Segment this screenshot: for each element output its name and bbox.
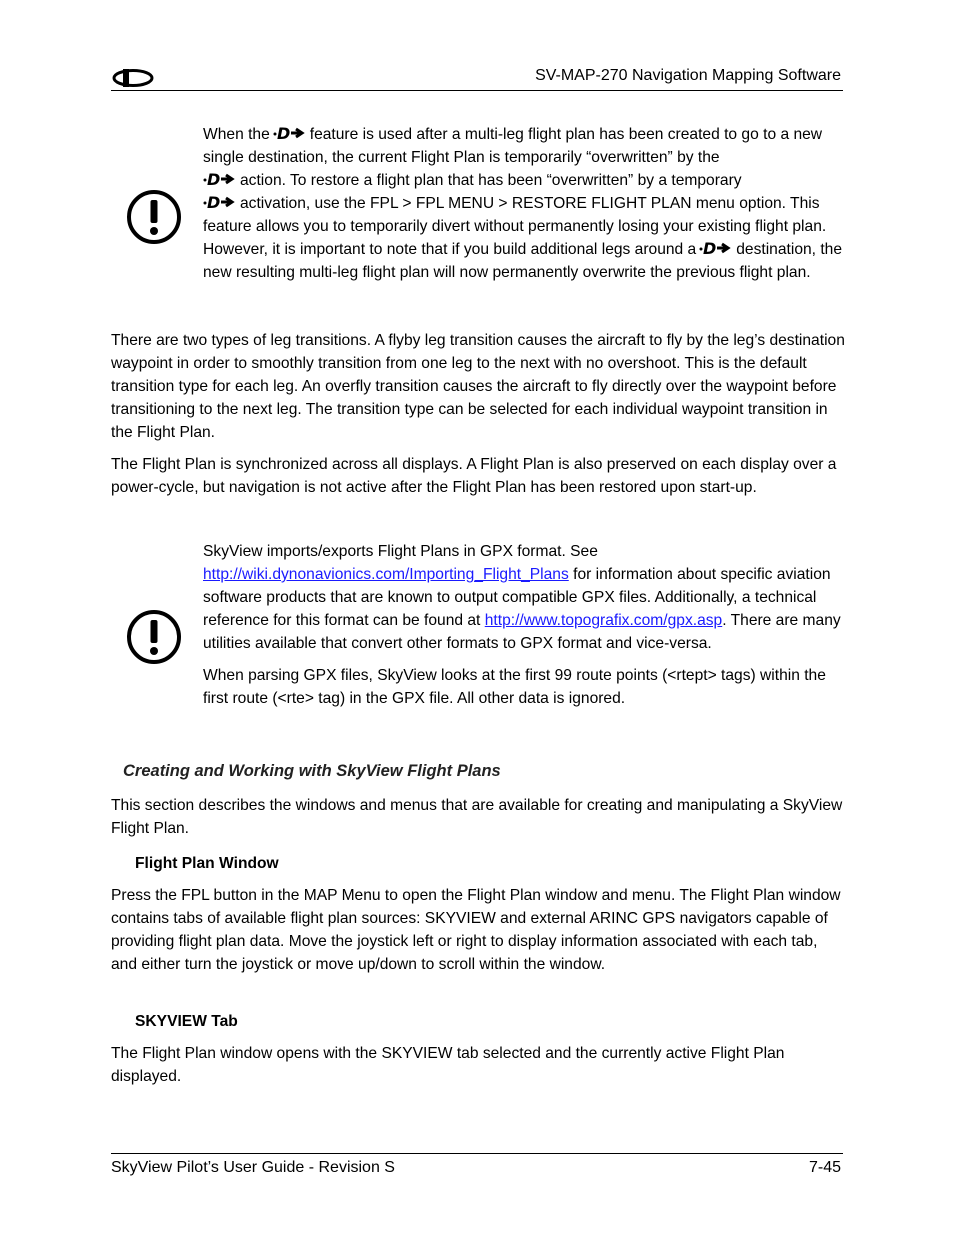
header-title: SV-MAP-270 Navigation Mapping Software	[535, 67, 841, 84]
paragraph-skyview-tab: The Flight Plan window opens with the SKYVIEW tab selected and the currently active Flight Plan displayed.	[111, 1045, 785, 1085]
subheading-skyview-tab: SKYVIEW Tab	[135, 1013, 238, 1030]
page-footer	[111, 1153, 843, 1180]
direct-to-icon	[203, 194, 237, 210]
direct-to-icon	[273, 125, 307, 141]
note-direct-to-text: When the D feature is used after a multi-leg flight plan has been created to go to a new single destination, the current Flight Plan is temporarily “overwritten” by the D action. To restore a flight plan that has been “overwritten” by a temporary D activation, use the FPL > FPL MENU > RESTORE FLIGHT PLAN menu option. This feature allows you to temporarily divert without permanently losing your existing flight plan. However, it is important to note that if you build additional legs around a D destination, the new resulting multi-leg flight plan will now permanently overwrite the previous flight plan.	[203, 125, 843, 281]
direct-to-icon	[699, 240, 733, 256]
direct-to-icon	[203, 171, 237, 187]
section-heading: Creating and Working with SkyView Flight Plans	[123, 762, 501, 780]
footer-document-title: SkyView Pilot’s User Guide - Revision S	[111, 1159, 395, 1176]
svg-text:D: D	[703, 240, 717, 256]
exclamation-circle-icon	[125, 608, 183, 666]
page-header	[111, 64, 843, 91]
note-gpx-text	[203, 540, 845, 710]
page-number: 7-45	[808, 1159, 841, 1176]
svg-text:D: D	[207, 194, 221, 210]
link-importing-flight-plans[interactable]: http://wiki.dynonavionics.com/Importing_Flight_Plans	[203, 566, 569, 583]
paragraph-section-intro: This section describes the windows and menus that are available for creating and manipulating a SkyView Flight Plan.	[111, 797, 843, 837]
link-topografix-gpx[interactable]: http://www.topografix.com/gpx.asp	[484, 612, 723, 629]
paragraph-leg-transitions: There are two types of leg transitions. A flyby leg transition causes the aircraft to fly by the leg’s destination waypoint in order to smoothly transition from one leg to the next with no overshoot. This is the default transition type for each leg. An overfly transition causes the aircraft to fly directly over the waypoint before transitioning to the next leg. The transition type can be selected for each individual waypoint transition in the Flight Plan.	[111, 332, 845, 441]
paragraph-synchronization: The Flight Plan is synchronized across all displays. A Flight Plan is also preserved on each display over a power-cycle, but navigation is not active after the Flight Plan has been restored upon start-up.	[111, 456, 837, 496]
note-gpx-paragraph-1: SkyView imports/exports Flight Plans in GPX format. See http://wiki.dynonavionics.com/Importing_Flight_Plans for information about specific aviation software products that are known to output compatible GPX files. Additionally, a technical reference for this format can be found at http://www.topografix.com/gpx.asp. There are many utilities available that convert other formats to GPX format and vice-versa.	[203, 543, 841, 652]
note-gpx-format	[111, 540, 843, 735]
subheading-flight-plan-window: Flight Plan Window	[135, 855, 279, 872]
note-gpx-paragraph-2: When parsing GPX files, SkyView looks at the first 99 route points (<rtept> tags) within the first route (<rte> tag) in the GPX file. All other data is ignored.	[203, 667, 826, 707]
note-direct-to	[111, 120, 843, 312]
paragraph-flight-plan-window: Press the FPL button in the MAP Menu to open the Flight Plan window and menu. The Flight Plan window contains tabs of available flight plan sources: SKYVIEW and external ARINC GPS navigators capable of providing flight plan data. Move the joystick left or right to display information associated with each tab, and either turn the joystick or move up/down to scroll within the window.	[111, 887, 841, 973]
svg-text:D: D	[276, 125, 291, 141]
dynon-logo-icon	[111, 68, 155, 88]
exclamation-circle-icon	[125, 188, 183, 246]
svg-text:D: D	[207, 171, 221, 187]
